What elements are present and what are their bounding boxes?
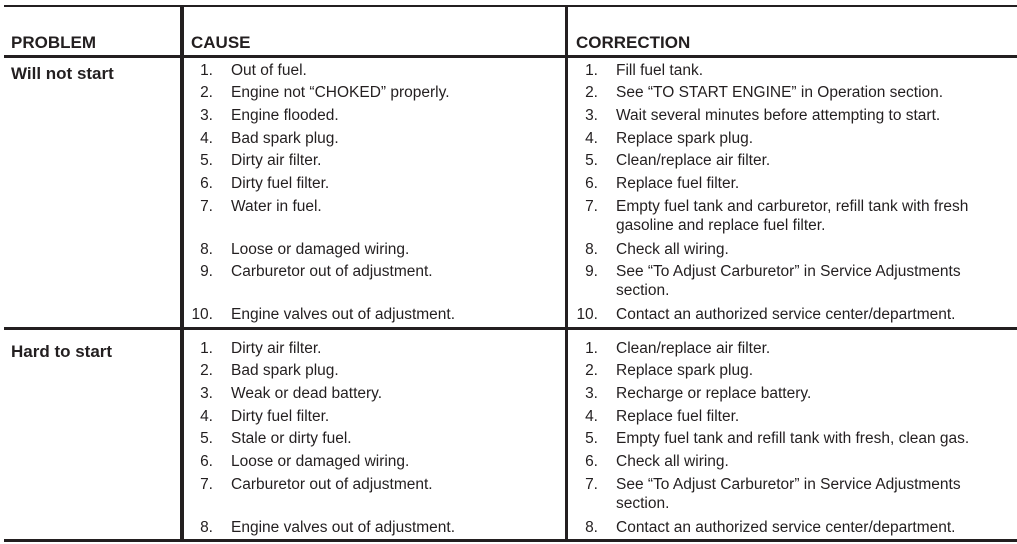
correction-item-text: Replace spark plug. — [616, 362, 753, 379]
cause-item-text: Weak or dead battery. — [231, 385, 383, 402]
cause-item-number: 7. — [200, 198, 213, 215]
correction-item-text: Recharge or replace battery. — [616, 385, 812, 402]
cause-item-text: Bad spark plug. — [231, 130, 339, 147]
correction-item-number: 7. — [585, 476, 598, 493]
cause-item-number: 5. — [200, 152, 213, 169]
correction-item-number: 3. — [585, 385, 598, 402]
correction-item-number: 6. — [585, 453, 598, 470]
cause-item-text: Dirty fuel filter. — [231, 408, 330, 425]
cause-item-number: 10. — [191, 306, 213, 323]
cause-item-text: Loose or damaged wiring. — [231, 453, 410, 470]
correction-item-text: Clean/replace air filter. — [616, 152, 771, 169]
cause-item-number: 3. — [200, 107, 213, 124]
header-divider — [4, 55, 1017, 58]
cause-item-text: Loose or damaged wiring. — [231, 241, 410, 258]
correction-item-text: See “To Adjust Carburetor” in Service Adjustments section. — [616, 263, 961, 299]
bottom-border — [4, 539, 1017, 542]
correction-item-text: Fill fuel tank. — [616, 62, 704, 79]
cause-item-number: 3. — [200, 385, 213, 402]
cause-item-text: Carburetor out of adjustment. — [231, 263, 433, 280]
column-divider-correction — [565, 5, 568, 542]
correction-item-number: 2. — [585, 362, 598, 379]
correction-item-text: Clean/replace air filter. — [616, 340, 771, 357]
cause-item-number: 5. — [200, 430, 213, 447]
cause-item-text: Stale or dirty fuel. — [231, 430, 352, 447]
top-border — [4, 5, 1017, 7]
header-correction: CORRECTION — [576, 33, 691, 52]
correction-item-text: Contact an authorized service center/department. — [616, 519, 956, 536]
correction-item-number: 2. — [585, 84, 598, 101]
cause-item-text: Water in fuel. — [231, 198, 322, 215]
correction-item-number: 5. — [585, 152, 598, 169]
cause-item-number: 2. — [200, 84, 213, 101]
correction-item-text: Empty fuel tank and refill tank with fresh, clean gas. — [616, 430, 970, 447]
correction-item-text: Replace spark plug. — [616, 130, 753, 147]
cause-item-number: 7. — [200, 476, 213, 493]
correction-item-number: 8. — [585, 241, 598, 258]
correction-item-text: Check all wiring. — [616, 453, 729, 470]
correction-item-number: 1. — [585, 340, 598, 357]
problem-label: Will not start — [11, 64, 114, 83]
correction-item-number: 5. — [585, 430, 598, 447]
correction-item-text: Wait several minutes before attempting to start. — [616, 107, 941, 124]
cause-item-text: Carburetor out of adjustment. — [231, 476, 433, 493]
correction-item-number: 6. — [585, 175, 598, 192]
cause-item-number: 6. — [200, 453, 213, 470]
problem-label: Hard to start — [11, 342, 113, 361]
correction-item-text: Empty fuel tank and carburetor, refill tank with fresh gasoline and replace fuel filter. — [616, 198, 969, 234]
cause-item-number: 4. — [200, 130, 213, 147]
correction-item-number: 4. — [585, 130, 598, 147]
cause-item-number: 2. — [200, 362, 213, 379]
correction-item-number: 9. — [585, 263, 598, 280]
correction-item-text: Replace fuel filter. — [616, 408, 740, 425]
correction-item-text: See “TO START ENGINE” in Operation section. — [616, 84, 944, 101]
cause-item-number: 1. — [200, 340, 213, 357]
header-cause: CAUSE — [191, 33, 251, 52]
cause-item-text: Bad spark plug. — [231, 362, 339, 379]
cause-item-text: Out of fuel. — [231, 62, 307, 79]
cause-item-number: 9. — [200, 263, 213, 280]
correction-item-text: Replace fuel filter. — [616, 175, 740, 192]
cause-item-text: Engine valves out of adjustment. — [231, 306, 456, 323]
cause-item-text: Dirty air filter. — [231, 152, 322, 169]
correction-item-number: 8. — [585, 519, 598, 536]
cause-item-text: Engine flooded. — [231, 107, 339, 124]
column-divider-cause — [180, 5, 184, 542]
correction-item-text: Contact an authorized service center/department. — [616, 306, 956, 323]
cause-item-number: 4. — [200, 408, 213, 425]
cause-item-text: Engine not “CHOKED” properly. — [231, 84, 450, 101]
section-divider — [4, 327, 1017, 330]
correction-item-text: Check all wiring. — [616, 241, 729, 258]
cause-item-number: 8. — [200, 519, 213, 536]
correction-item-number: 10. — [576, 306, 598, 323]
cause-item-number: 6. — [200, 175, 213, 192]
cause-item-number: 8. — [200, 241, 213, 258]
header-problem: PROBLEM — [11, 33, 96, 52]
cause-item-text: Dirty air filter. — [231, 340, 322, 357]
correction-item-number: 3. — [585, 107, 598, 124]
correction-item-number: 1. — [585, 62, 598, 79]
correction-item-number: 4. — [585, 408, 598, 425]
cause-item-number: 1. — [200, 62, 213, 79]
correction-item-text: See “To Adjust Carburetor” in Service Adjustments section. — [616, 476, 961, 512]
correction-item-number: 7. — [585, 198, 598, 215]
cause-item-text: Engine valves out of adjustment. — [231, 519, 456, 536]
cause-item-text: Dirty fuel filter. — [231, 175, 330, 192]
